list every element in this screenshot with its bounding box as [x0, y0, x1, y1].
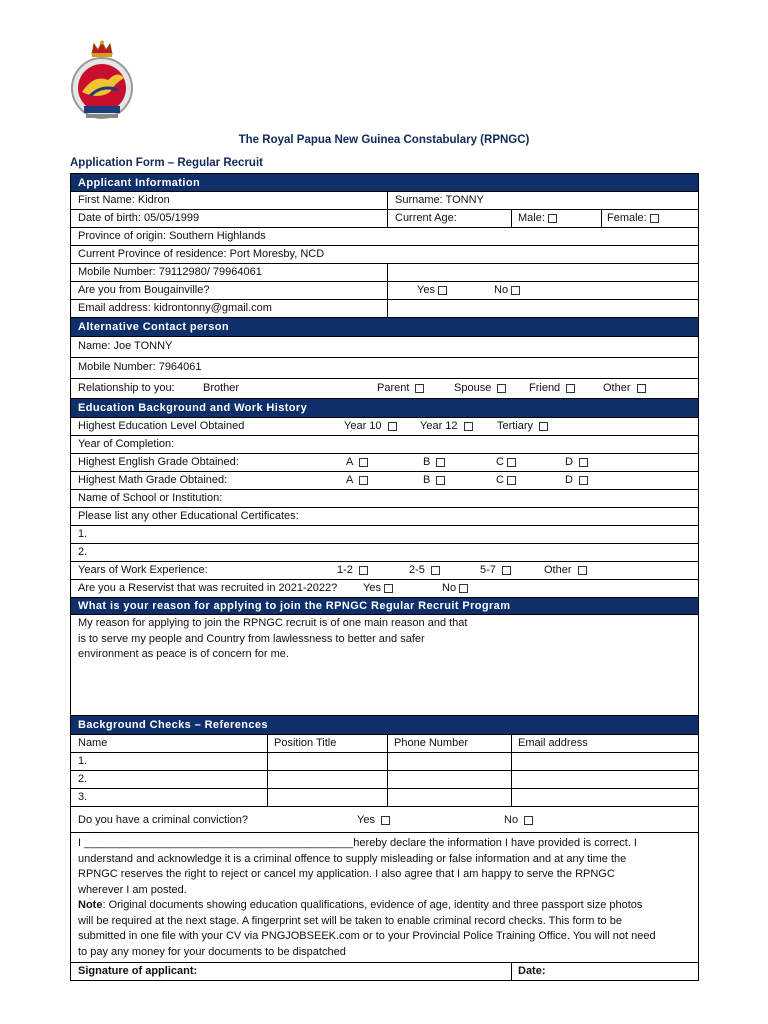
row-relationship: [70, 379, 699, 399]
english-grade-c-label: C: [496, 456, 504, 468]
math-grade-d-checkbox[interactable]: [579, 476, 588, 485]
row-alt-name: [70, 337, 699, 358]
note-line-4: to pay any money for your documents to be dispatched: [78, 945, 346, 958]
declaration-line-2: understand and acknowledge it is a criminal offence to supply misleading or false information and at any time the: [78, 852, 627, 865]
relationship-label: Relationship to you:: [78, 382, 175, 394]
bougainville-no-label: No: [494, 284, 509, 296]
row-year-completion: [70, 436, 699, 454]
english-grade-a-checkbox[interactable]: [359, 458, 368, 467]
math-grade-d-label: D: [565, 474, 573, 486]
province-origin-field[interactable]: Province of origin: Southern Highlands: [78, 230, 266, 242]
row-criminal: [70, 807, 699, 833]
note-label: Note: [78, 899, 103, 911]
row-work-experience: [70, 562, 699, 580]
declaration-line-1: I ____________________________________________hereby declare the information I have provided is correct. I: [78, 837, 637, 849]
reference-2-name[interactable]: 2.: [78, 773, 88, 785]
criminal-no-label: No: [504, 814, 519, 826]
alt-mobile-field[interactable]: Mobile Number: 7964061: [78, 361, 202, 373]
spouse-checkbox[interactable]: [497, 384, 506, 393]
row-math-grade: [70, 472, 699, 490]
row-cert-1: [70, 526, 699, 544]
row-email: [70, 300, 699, 318]
reason-text: [78, 616, 692, 663]
references-header-row: [70, 735, 699, 753]
first-name-field[interactable]: First Name: Kidron: [78, 194, 170, 206]
reference-row: [70, 771, 699, 789]
reservist-no-label: No: [442, 582, 457, 594]
row-reservist: [70, 580, 699, 598]
row-school: [70, 490, 699, 508]
exp-1-2-checkbox[interactable]: [359, 566, 368, 575]
row-other-certs: [70, 508, 699, 526]
exp-5-7-label: 5-7: [480, 564, 496, 576]
reservist-yes-label: Yes: [363, 582, 381, 594]
section-education: Education Background and Work History: [70, 399, 699, 418]
col-name: Name: [78, 737, 108, 749]
bougainville-yes-label: Yes: [417, 284, 435, 296]
row-education-level: [70, 418, 699, 436]
work-experience-label: Years of Work Experience:: [78, 564, 208, 576]
math-grade-b-label: B: [423, 474, 431, 486]
note-line-2: will be required at the next stage. A fingerprint set will be taken to enable criminal record checks. This form to be: [78, 914, 622, 927]
education-level-label: Highest Education Level Obtained: [78, 420, 245, 432]
reservist-yes-checkbox[interactable]: [384, 584, 393, 593]
col-phone: Phone Number: [394, 737, 468, 749]
math-grade-c-label: C: [496, 474, 504, 486]
male-label: Male:: [518, 212, 545, 224]
current-age-field[interactable]: Current Age:: [395, 212, 457, 224]
relationship-value[interactable]: Brother: [203, 382, 240, 394]
mobile-field[interactable]: Mobile Number: 79112980/ 79964061: [78, 266, 262, 278]
date-field[interactable]: Date:: [518, 965, 546, 977]
exp-2-5-label: 2-5: [409, 564, 425, 576]
male-checkbox[interactable]: [548, 214, 557, 223]
row-alt-mobile: [70, 358, 699, 379]
year12-label: Year 12: [420, 420, 458, 432]
other-certs-label: Please list any other Educational Certificates:: [78, 510, 299, 522]
reason-textarea[interactable]: [70, 615, 699, 716]
spouse-label: Spouse: [454, 382, 492, 394]
email-field[interactable]: Email address: kidrontonny@gmail.com: [78, 302, 272, 314]
row-mobile: [70, 264, 699, 282]
school-field[interactable]: Name of School or Institution:: [78, 492, 223, 504]
reference-row: [70, 753, 699, 771]
reservist-question: Are you a Reservist that was recruited in 2021-2022?: [78, 582, 338, 594]
declaration-line-3: RPNGC reserves the right to reject or cancel my application. I also agree that I am happy to serve the RPNGC: [78, 868, 615, 880]
section-applicant-information: Applicant Information: [70, 173, 699, 192]
parent-checkbox[interactable]: [415, 384, 424, 393]
math-grade-a-checkbox[interactable]: [359, 476, 368, 485]
bougainville-question: Are you from Bougainville?: [78, 284, 210, 296]
form-title: Application Form – Regular Recruit: [70, 157, 263, 169]
cert-2-field[interactable]: 2.: [78, 546, 88, 558]
tertiary-checkbox[interactable]: [539, 422, 548, 431]
criminal-question: Do you have a criminal conviction?: [78, 814, 248, 826]
exp-other-checkbox[interactable]: [578, 566, 587, 575]
criminal-no-checkbox[interactable]: [524, 816, 533, 825]
note-line-3: submitted in one file with your CV via PNGJOBSEEK.com or to your Provincial Police Training Office. You will not need: [78, 930, 656, 942]
declaration-text: [78, 836, 692, 960]
dob-field[interactable]: Date of birth: 05/05/1999: [78, 212, 200, 224]
year10-label: Year 10: [344, 420, 382, 432]
math-grade-b-checkbox[interactable]: [436, 476, 445, 485]
signature-field[interactable]: Signature of applicant:: [78, 965, 198, 977]
cert-1-field[interactable]: 1.: [78, 528, 88, 540]
section-references: Background Checks – References: [70, 716, 699, 735]
reference-3-name[interactable]: 3.: [78, 791, 88, 803]
note-line-1: [78, 898, 692, 914]
row-bougainville: [70, 282, 699, 300]
col-position: Position Title: [274, 737, 337, 749]
reservist-no-checkbox[interactable]: [459, 584, 468, 593]
declaration-block: [70, 833, 699, 963]
year10-checkbox[interactable]: [388, 422, 397, 431]
section-alternative-contact: Alternative Contact person: [70, 318, 699, 337]
math-grade-c-checkbox[interactable]: [507, 476, 516, 485]
row-province-residence: [70, 246, 699, 264]
note-text-1: : Original documents showing education qualifications, evidence of age, identity and three passport size photos: [102, 899, 643, 911]
english-grade-b-checkbox[interactable]: [436, 458, 445, 467]
bougainville-yes-checkbox[interactable]: [438, 286, 447, 295]
reason-line-1: My reason for applying to join the RPNGC recruit is of one main reason and that: [78, 617, 468, 629]
row-cert-2: [70, 544, 699, 562]
english-grade-label: Highest English Grade Obtained:: [78, 456, 239, 468]
exp-other-label: Other: [544, 564, 572, 576]
english-grade-c-checkbox[interactable]: [507, 458, 516, 467]
row-signature: [70, 963, 699, 981]
exp-5-7-checkbox[interactable]: [502, 566, 511, 575]
female-checkbox[interactable]: [650, 214, 659, 223]
application-form: [70, 173, 699, 981]
col-email: Email address: [518, 737, 588, 749]
row-english-grade: [70, 454, 699, 472]
parent-label: Parent: [377, 382, 410, 394]
row-dob: [70, 210, 699, 228]
english-grade-d-label: D: [565, 456, 573, 468]
section-reason: What is your reason for applying to join the RPNGC Regular Recruit Program: [70, 598, 699, 615]
female-label: Female:: [607, 212, 647, 224]
other-label: Other: [603, 382, 631, 394]
province-residence-field[interactable]: Current Province of residence: Port Moresby, NCD: [78, 248, 325, 260]
surname-field[interactable]: Surname: TONNY: [395, 194, 484, 206]
reason-line-2: is to serve my people and Country from lawlessness to better and safer: [78, 632, 425, 645]
math-grade-a-label: A: [346, 474, 353, 486]
reference-1-name[interactable]: 1.: [78, 755, 88, 767]
reference-row: [70, 789, 699, 807]
alt-name-field[interactable]: Name: Joe TONNY: [78, 340, 173, 352]
bougainville-no-checkbox[interactable]: [511, 286, 520, 295]
english-grade-a-label: A: [346, 456, 353, 468]
exp-1-2-label: 1-2: [337, 564, 353, 576]
friend-checkbox[interactable]: [566, 384, 575, 393]
english-grade-b-label: B: [423, 456, 431, 468]
year-completion-field[interactable]: Year of Completion:: [78, 438, 175, 450]
criminal-yes-checkbox[interactable]: [381, 816, 390, 825]
other-checkbox[interactable]: [637, 384, 646, 393]
year12-checkbox[interactable]: [464, 422, 473, 431]
page-title: The Royal Papua New Guinea Constabulary (RPNGC): [238, 134, 530, 146]
row-province-origin: [70, 228, 699, 246]
reason-line-3: environment as peace is of concern for me.: [78, 648, 289, 660]
rpngc-crest-logo: [68, 40, 136, 122]
declaration-line-4: wherever I am posted.: [78, 883, 187, 896]
english-grade-d-checkbox[interactable]: [579, 458, 588, 467]
exp-2-5-checkbox[interactable]: [431, 566, 440, 575]
criminal-yes-label: Yes: [357, 814, 375, 826]
math-grade-label: Highest Math Grade Obtained:: [78, 474, 228, 486]
tertiary-label: Tertiary: [497, 420, 534, 432]
friend-label: Friend: [529, 382, 561, 394]
row-name: [70, 192, 699, 210]
